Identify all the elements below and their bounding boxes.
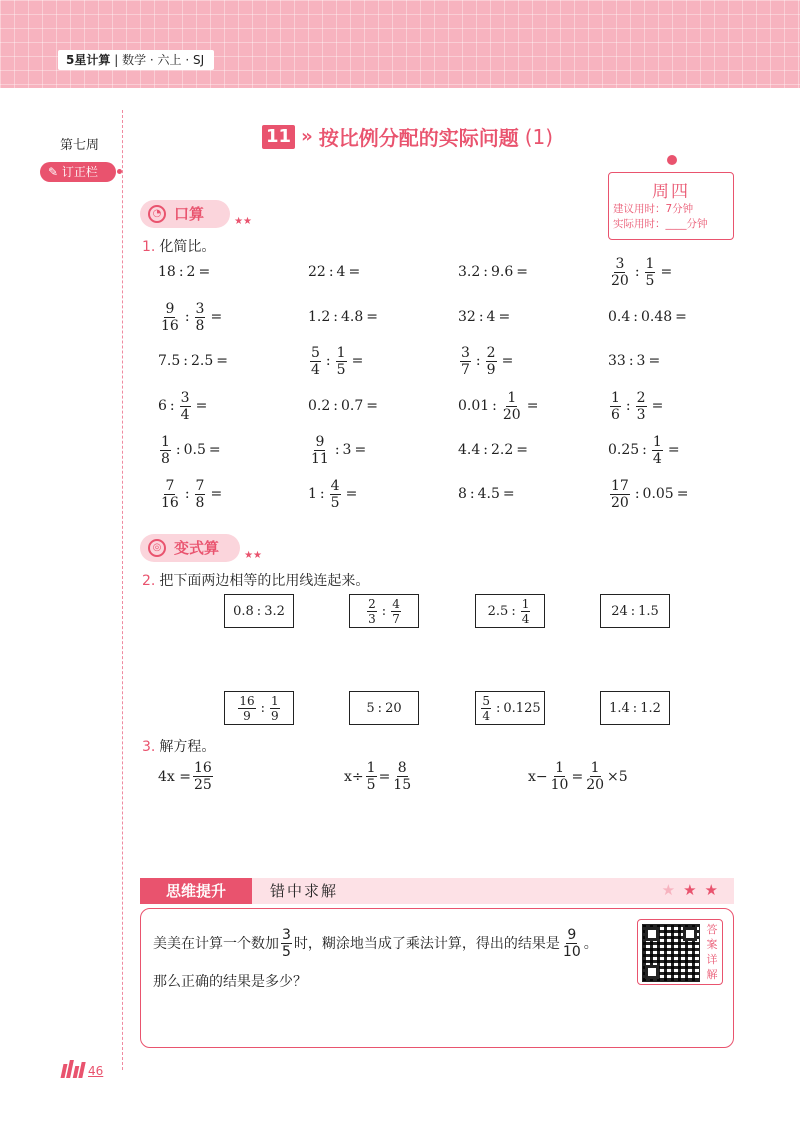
ratio-item: 8 : 4.5 =: [458, 486, 515, 502]
fraction: $\frac{1}{5}$: [645, 255, 655, 289]
fraction: 1 6: [611, 389, 620, 423]
equation-3: x− $\frac{1}{10}$ = $\frac{1}{20}$ ×5: [528, 760, 628, 793]
ratio-item: 18 : 2 =: [158, 264, 211, 280]
series-bold: 5星计算: [66, 53, 111, 67]
chevron-right-icon: »: [301, 126, 313, 147]
ratio-item: 1 : $\frac{4}{5}$ =: [308, 477, 358, 511]
fraction: $\frac{16}{25}$: [193, 760, 212, 793]
fraction: $\frac{3}{4}$: [180, 389, 190, 423]
ratio-item: 3 20 : $\frac{1}{5}$ =: [611, 255, 673, 289]
fraction: $\frac{1}{5}$: [336, 344, 346, 378]
fraction: 1 8: [161, 433, 170, 467]
ratio-box[interactable]: 24 : 1.5: [600, 594, 670, 628]
thinking-label: 思维提升: [140, 878, 252, 904]
ratio-item: 4.4 : 2.2 =: [458, 442, 528, 458]
ratio-item: 3 7 : $\frac{2}{9}$ =: [461, 344, 514, 378]
fraction: $\frac{1}{5}$: [366, 760, 376, 793]
ratio-item: 22 : 4 =: [308, 264, 361, 280]
question-1: [142, 236, 215, 256]
question-number: 1.: [142, 239, 156, 255]
ratio-box[interactable]: 16 9 : 1 9: [224, 691, 294, 725]
fraction: $\frac{2}{9}$: [486, 344, 496, 378]
question-text: 把下面两边相等的比用线连起来。: [159, 573, 370, 589]
ratio-item: 9 11 : 3 =: [311, 433, 367, 467]
fraction: 17 20: [611, 477, 629, 511]
fraction: 2 3: [368, 596, 376, 626]
fraction: 4 7: [392, 596, 400, 626]
fraction: 9 10: [562, 927, 581, 960]
thinking-header: [140, 878, 734, 904]
ratio-item: 1 6 : $\frac{2}{3}$ =: [611, 389, 664, 423]
fraction: $\frac{1}{20}$: [586, 760, 605, 793]
question-text: 化简比。: [159, 239, 216, 255]
fraction: 9 16: [161, 300, 179, 334]
ratio-item: 7.5 : 2.5 =: [158, 353, 228, 369]
ratio-item: 9 16 : $\frac{3}{8}$ =: [161, 300, 223, 334]
qr-label: 答案详解: [706, 923, 718, 981]
lesson-title: 按比例分配的实际问题: [318, 126, 519, 150]
ratio-item: 33 : 3 =: [608, 353, 661, 369]
fraction: 3 5: [282, 927, 291, 960]
fraction: $\frac{4}{5}$: [330, 477, 340, 511]
fraction: 3 20: [611, 255, 629, 289]
thinking-subtitle: 错中求解: [270, 882, 339, 900]
correction-column-tag: ✎ 订正栏: [40, 162, 116, 182]
lesson-part: (1): [524, 124, 554, 149]
fraction: 9 11: [311, 433, 329, 467]
section-variant-label: 变式算: [174, 539, 220, 557]
fraction: $\frac{8}{15}$: [393, 760, 412, 793]
equation-1: [158, 760, 215, 793]
ratio-item: 1.2 : 4.8 =: [308, 309, 378, 325]
fraction: 3 7: [461, 344, 470, 378]
ratio-box[interactable]: 1.4 : 1.2: [600, 691, 670, 725]
margin-divider: [122, 110, 123, 1070]
question-number: 3.: [142, 739, 156, 755]
ratio-item: 5 4 : $\frac{1}{5}$ =: [311, 344, 364, 378]
fraction: 5 4: [482, 693, 491, 723]
fraction: 1 4: [521, 596, 530, 626]
fraction: $\frac{3}{8}$: [195, 300, 205, 334]
ratio-box[interactable]: 5 4 : 0.125: [475, 691, 545, 725]
book-icon: [62, 1060, 84, 1078]
question-text: 解方程。: [159, 739, 216, 755]
page-number: 46: [88, 1064, 104, 1078]
ratio-item: 3.2 : 9.6 =: [458, 264, 528, 280]
eq-lhs: 4x =: [158, 768, 191, 785]
ratio-item: 0.25 : $\frac{1}{4}$ =: [608, 433, 680, 467]
fraction: $\frac{1}{10}$: [550, 760, 569, 793]
series-rest: 数学 · 六上 · SJ: [122, 53, 205, 67]
problem-text: 美美在计算一个数加 3 5 时，糊涂地当成了乘法计算，得出的结果是 9 10 。: [153, 927, 598, 960]
header-banner: [0, 0, 800, 88]
fraction: $\frac{2}{3}$: [636, 389, 646, 423]
ratio-box[interactable]: 2 3 : 4 7: [349, 594, 419, 628]
fraction: 5 4: [311, 344, 320, 378]
eq-lhs: x÷: [344, 768, 364, 785]
question-2: [142, 570, 369, 590]
qr-code-icon: [642, 924, 700, 982]
ratio-box[interactable]: 5 : 20: [349, 691, 419, 725]
suggested-time: 建议用时：7分钟: [613, 203, 694, 215]
eq-lhs: x−: [528, 768, 548, 785]
stars-icon: ★★: [234, 216, 252, 227]
stopwatch-icon: ◔: [148, 205, 166, 223]
stars-icon: ★★: [244, 550, 262, 561]
page-title: [262, 122, 553, 151]
fraction: 7 16: [161, 477, 179, 511]
pin-icon: [667, 155, 677, 165]
question-number: 2.: [142, 573, 156, 589]
actual-time: 实际用时：____分钟: [613, 218, 708, 230]
day-label: 周四: [652, 182, 690, 202]
ratio-box[interactable]: 2.5 : 1 4: [475, 594, 545, 628]
fraction: 16 9: [239, 693, 255, 723]
fraction: $\frac{1}{4}$: [652, 433, 662, 467]
ratio-item: 1 8 : 0.5 =: [161, 433, 221, 467]
week-label: 第七周: [60, 138, 100, 153]
question-3: [142, 736, 215, 756]
section-variant: [140, 534, 262, 562]
difficulty-stars-icon: ★★★: [661, 881, 726, 899]
ratio-item: 17 20 : 0.05 =: [611, 477, 689, 511]
ratio-item: 0.2 : 0.7 =: [308, 398, 378, 414]
lesson-number: 11: [262, 125, 295, 149]
page-footer: [62, 1060, 103, 1078]
ratio-box[interactable]: 0.8 : 3.2: [224, 594, 294, 628]
series-label: 5星计算 | 数学 · 六上 · SJ: [58, 50, 214, 70]
day-box: [608, 172, 734, 240]
qr-code[interactable]: [637, 919, 723, 985]
ratio-item: 6 : $\frac{3}{4}$ =: [158, 389, 208, 423]
fraction: 1 9: [271, 693, 279, 723]
equation-2: x÷ $\frac{1}{5}$ = $\frac{8}{15}$: [344, 760, 412, 793]
problem-question: 那么正确的结果是多少？: [153, 974, 307, 990]
ratio-item: 32 : 4 =: [458, 309, 511, 325]
fraction: $\frac{1}{20}$: [502, 389, 521, 423]
ratio-item: 7 16 : $\frac{7}{8}$ =: [161, 477, 223, 511]
problem-box: [140, 908, 734, 1048]
ratio-item: 0.4 : 0.48 =: [608, 309, 687, 325]
section-oral: [140, 200, 252, 228]
ratio-item: 0.01 : $\frac{1}{20}$ =: [458, 389, 539, 423]
correction-label: 订正栏: [61, 165, 98, 179]
section-oral-label: 口算: [174, 205, 205, 223]
fraction: $\frac{7}{8}$: [195, 477, 205, 511]
target-icon: ◎: [148, 539, 166, 557]
